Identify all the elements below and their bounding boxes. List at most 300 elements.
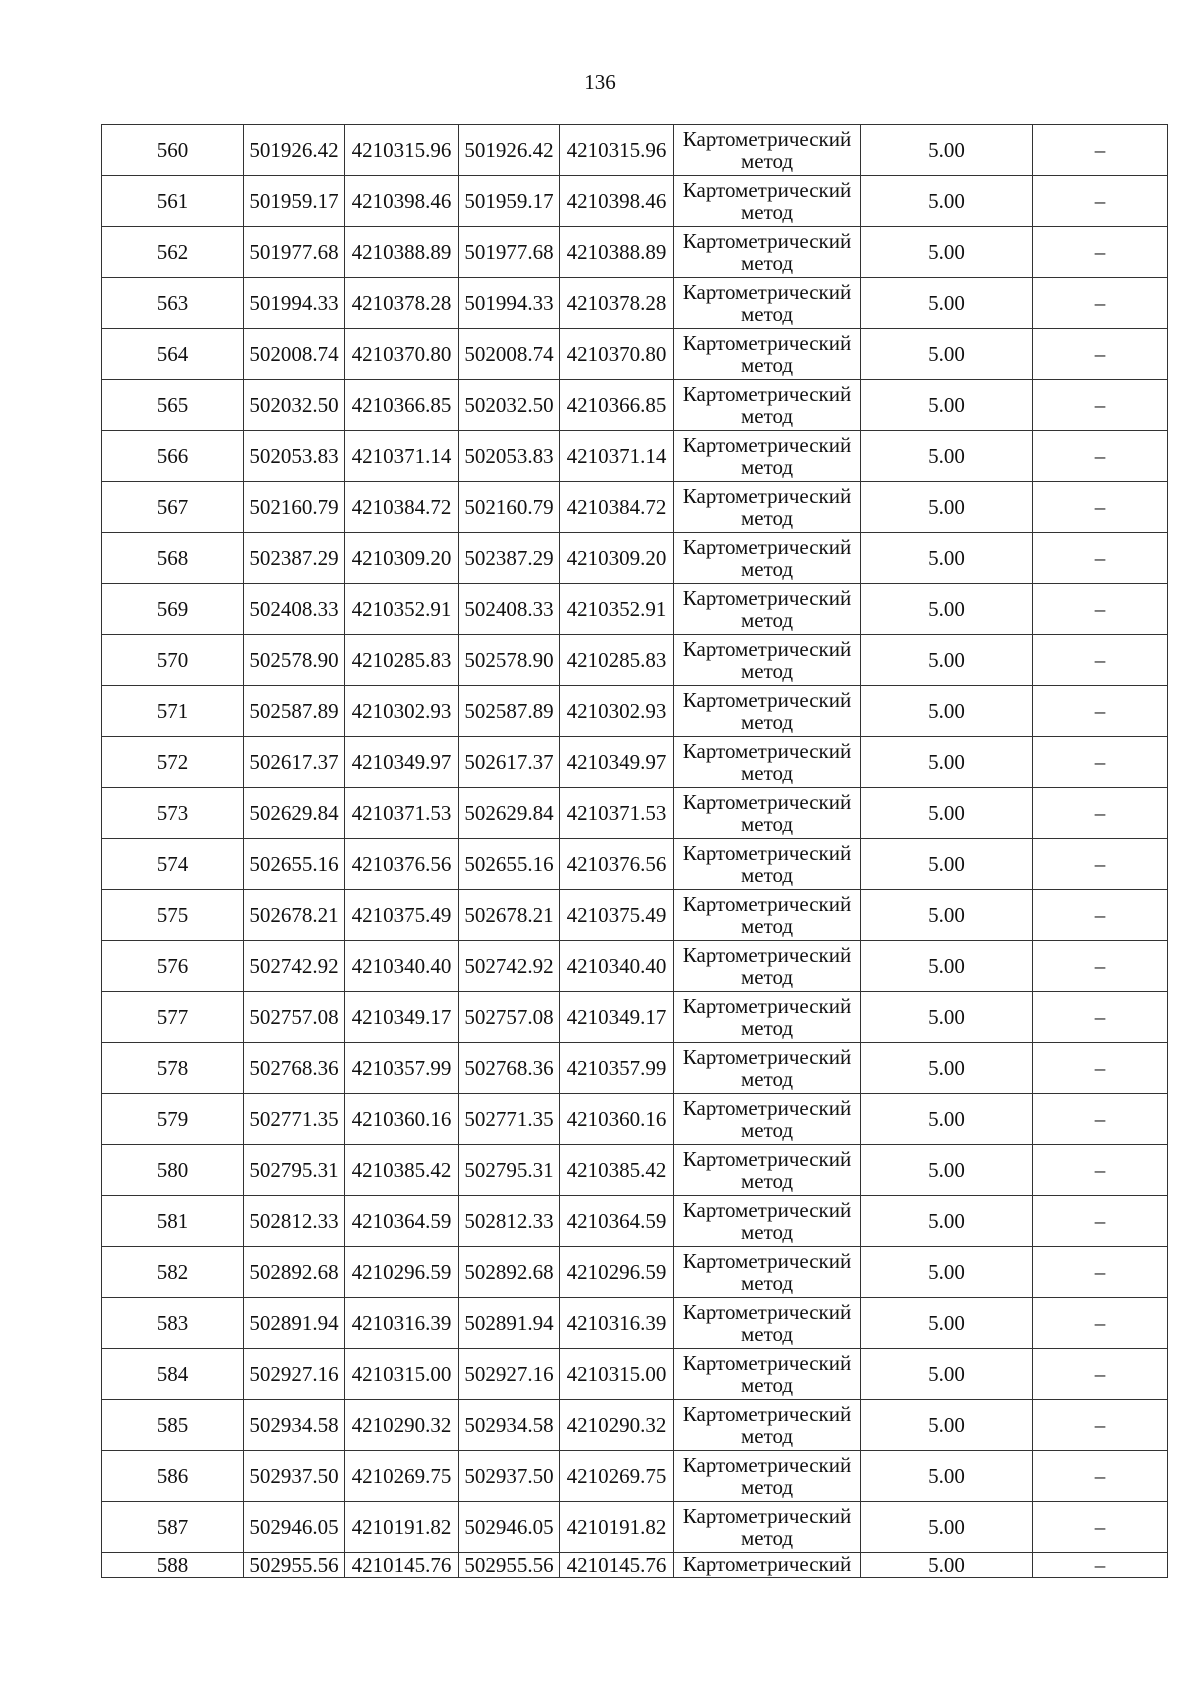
point-number-cell: 564	[102, 329, 244, 380]
method-cell	[674, 380, 861, 431]
y-coordinate-cell: 4210302.93	[345, 686, 459, 737]
table-row	[102, 1247, 1168, 1298]
table-row	[102, 584, 1168, 635]
accuracy-cell: 5.00	[861, 788, 1033, 839]
accuracy-cell: 5.00	[861, 125, 1033, 176]
x-coordinate-cell: 502617.37	[244, 737, 345, 788]
note-cell: –	[1033, 788, 1168, 839]
x-coordinate-cell: 502927.16	[244, 1349, 345, 1400]
method-line-2: метод	[740, 200, 794, 224]
x-coordinate-cell: 502053.83	[244, 431, 345, 482]
table-row	[102, 992, 1168, 1043]
x-coordinate-cell: 502387.29	[244, 533, 345, 584]
y-coordinate-cell: 4210378.28	[345, 278, 459, 329]
table-row	[102, 380, 1168, 431]
method-line-2: метод	[740, 455, 794, 479]
accuracy-cell: 5.00	[861, 533, 1033, 584]
x-coordinate-repeat-cell: 502008.74	[459, 329, 560, 380]
method-line-2: метод	[740, 506, 794, 530]
x-coordinate-repeat-cell: 501959.17	[459, 176, 560, 227]
accuracy-cell: 5.00	[861, 1247, 1033, 1298]
method-line-1: Картометрический	[682, 790, 852, 814]
x-coordinate-repeat-cell: 502678.21	[459, 890, 560, 941]
x-coordinate-repeat-cell: 502891.94	[459, 1298, 560, 1349]
note-cell: –	[1033, 125, 1168, 176]
point-number-cell: 582	[102, 1247, 244, 1298]
table-row	[102, 1145, 1168, 1196]
y-coordinate-cell: 4210316.39	[345, 1298, 459, 1349]
method-line-1: Картометрический	[682, 586, 852, 610]
x-coordinate-cell: 502937.50	[244, 1451, 345, 1502]
point-number-cell: 569	[102, 584, 244, 635]
y-coordinate-cell: 4210352.91	[345, 584, 459, 635]
accuracy-cell: 5.00	[861, 1298, 1033, 1349]
method-cell	[674, 1451, 861, 1502]
x-coordinate-cell: 502742.92	[244, 941, 345, 992]
table-row	[102, 635, 1168, 686]
x-coordinate-repeat-cell: 502795.31	[459, 1145, 560, 1196]
method-cell	[674, 1553, 861, 1578]
method-line-2: метод	[740, 1016, 794, 1040]
note-cell: –	[1033, 1298, 1168, 1349]
y-coordinate-cell: 4210290.32	[345, 1400, 459, 1451]
note-cell: –	[1033, 1043, 1168, 1094]
x-coordinate-repeat-cell: 502892.68	[459, 1247, 560, 1298]
table-row	[102, 890, 1168, 941]
note-cell: –	[1033, 941, 1168, 992]
note-cell: –	[1033, 1196, 1168, 1247]
x-coordinate-cell: 502946.05	[244, 1502, 345, 1553]
x-coordinate-cell: 502891.94	[244, 1298, 345, 1349]
accuracy-cell: 5.00	[861, 1553, 1033, 1578]
point-number-cell: 567	[102, 482, 244, 533]
method-cell	[674, 125, 861, 176]
method-line-1: Картометрический	[682, 1552, 852, 1576]
method-line-1: Картометрический	[682, 1198, 852, 1222]
accuracy-cell: 5.00	[861, 635, 1033, 686]
x-coordinate-repeat-cell: 502757.08	[459, 992, 560, 1043]
table-body	[102, 125, 1168, 1578]
x-coordinate-repeat-cell: 502032.50	[459, 380, 560, 431]
accuracy-cell: 5.00	[861, 278, 1033, 329]
method-line-2: метод	[740, 557, 794, 581]
y-coordinate-repeat-cell: 4210191.82	[560, 1502, 674, 1553]
table-row	[102, 533, 1168, 584]
method-line-1: Картометрический	[682, 1453, 852, 1477]
method-line-2: метод	[740, 812, 794, 836]
accuracy-cell: 5.00	[861, 176, 1033, 227]
note-cell: –	[1033, 1145, 1168, 1196]
table-row	[102, 1400, 1168, 1451]
method-line-2: метод	[740, 302, 794, 326]
point-number-cell: 572	[102, 737, 244, 788]
y-coordinate-repeat-cell: 4210388.89	[560, 227, 674, 278]
x-coordinate-repeat-cell: 502160.79	[459, 482, 560, 533]
point-number-cell: 575	[102, 890, 244, 941]
point-number-cell: 585	[102, 1400, 244, 1451]
point-number-cell: 588	[102, 1553, 244, 1578]
note-cell: –	[1033, 431, 1168, 482]
method-line-1: Картометрический	[682, 280, 852, 304]
note-cell: –	[1033, 533, 1168, 584]
note-cell: –	[1033, 482, 1168, 533]
x-coordinate-cell: 502955.56	[244, 1553, 345, 1578]
x-coordinate-repeat-cell: 502408.33	[459, 584, 560, 635]
y-coordinate-cell: 4210285.83	[345, 635, 459, 686]
x-coordinate-repeat-cell: 502578.90	[459, 635, 560, 686]
x-coordinate-repeat-cell: 502655.16	[459, 839, 560, 890]
accuracy-cell: 5.00	[861, 1502, 1033, 1553]
method-line-1: Картометрический	[682, 994, 852, 1018]
method-line-1: Картометрический	[682, 1249, 852, 1273]
y-coordinate-repeat-cell: 4210285.83	[560, 635, 674, 686]
table-row	[102, 686, 1168, 737]
note-cell: –	[1033, 227, 1168, 278]
y-coordinate-cell: 4210375.49	[345, 890, 459, 941]
method-cell	[674, 1298, 861, 1349]
x-coordinate-repeat-cell: 502587.89	[459, 686, 560, 737]
method-line-1: Картометрический	[682, 637, 852, 661]
table-row	[102, 1196, 1168, 1247]
x-coordinate-cell: 502757.08	[244, 992, 345, 1043]
y-coordinate-repeat-cell: 4210349.97	[560, 737, 674, 788]
x-coordinate-cell: 501926.42	[244, 125, 345, 176]
method-cell	[674, 635, 861, 686]
table-row	[102, 176, 1168, 227]
y-coordinate-cell: 4210309.20	[345, 533, 459, 584]
accuracy-cell: 5.00	[861, 941, 1033, 992]
note-cell: –	[1033, 584, 1168, 635]
method-cell	[674, 227, 861, 278]
note-cell: –	[1033, 1094, 1168, 1145]
note-cell: –	[1033, 1451, 1168, 1502]
y-coordinate-cell: 4210191.82	[345, 1502, 459, 1553]
x-coordinate-repeat-cell: 501994.33	[459, 278, 560, 329]
accuracy-cell: 5.00	[861, 1400, 1033, 1451]
method-line-2: метод	[740, 1169, 794, 1193]
y-coordinate-cell: 4210385.42	[345, 1145, 459, 1196]
method-cell	[674, 533, 861, 584]
table-row	[102, 1553, 1168, 1578]
x-coordinate-repeat-cell: 502387.29	[459, 533, 560, 584]
note-cell: –	[1033, 176, 1168, 227]
y-coordinate-cell: 4210360.16	[345, 1094, 459, 1145]
method-line-2: метод	[740, 1373, 794, 1397]
x-coordinate-cell: 502771.35	[244, 1094, 345, 1145]
method-line-1: Картометрический	[682, 688, 852, 712]
x-coordinate-repeat-cell: 501977.68	[459, 227, 560, 278]
table-row	[102, 482, 1168, 533]
y-coordinate-cell: 4210145.76	[345, 1553, 459, 1578]
method-line-2: метод	[740, 149, 794, 173]
note-cell: –	[1033, 1553, 1168, 1578]
table-row	[102, 839, 1168, 890]
y-coordinate-cell: 4210366.85	[345, 380, 459, 431]
method-cell	[674, 1400, 861, 1451]
y-coordinate-cell: 4210349.97	[345, 737, 459, 788]
method-line-1: Картометрический	[682, 739, 852, 763]
method-line-1: Картометрический	[682, 1402, 852, 1426]
method-line-2: метод	[740, 1271, 794, 1295]
method-cell	[674, 1145, 861, 1196]
method-line-2: метод	[740, 914, 794, 938]
x-coordinate-cell: 501959.17	[244, 176, 345, 227]
x-coordinate-repeat-cell: 502946.05	[459, 1502, 560, 1553]
accuracy-cell: 5.00	[861, 1145, 1033, 1196]
method-cell	[674, 1502, 861, 1553]
table-row	[102, 1043, 1168, 1094]
y-coordinate-repeat-cell: 4210145.76	[560, 1553, 674, 1578]
x-coordinate-repeat-cell: 501926.42	[459, 125, 560, 176]
y-coordinate-repeat-cell: 4210269.75	[560, 1451, 674, 1502]
method-line-1: Картометрический	[682, 892, 852, 916]
x-coordinate-cell: 501994.33	[244, 278, 345, 329]
point-number-cell: 574	[102, 839, 244, 890]
note-cell: –	[1033, 1400, 1168, 1451]
y-coordinate-repeat-cell: 4210316.39	[560, 1298, 674, 1349]
accuracy-cell: 5.00	[861, 839, 1033, 890]
point-number-cell: 568	[102, 533, 244, 584]
method-line-1: Картометрический	[682, 229, 852, 253]
x-coordinate-cell: 502892.68	[244, 1247, 345, 1298]
method-line-2: метод	[740, 965, 794, 989]
y-coordinate-cell: 4210296.59	[345, 1247, 459, 1298]
method-line-1: Картометрический	[682, 1096, 852, 1120]
note-cell: –	[1033, 380, 1168, 431]
table-row	[102, 1349, 1168, 1400]
point-number-cell: 586	[102, 1451, 244, 1502]
y-coordinate-repeat-cell: 4210384.72	[560, 482, 674, 533]
note-cell: –	[1033, 839, 1168, 890]
note-cell: –	[1033, 890, 1168, 941]
y-coordinate-repeat-cell: 4210378.28	[560, 278, 674, 329]
x-coordinate-cell: 502678.21	[244, 890, 345, 941]
accuracy-cell: 5.00	[861, 992, 1033, 1043]
accuracy-cell: 5.00	[861, 380, 1033, 431]
y-coordinate-cell: 4210371.14	[345, 431, 459, 482]
point-number-cell: 560	[102, 125, 244, 176]
method-line-1: Картометрический	[682, 484, 852, 508]
x-coordinate-cell: 502812.33	[244, 1196, 345, 1247]
method-line-2: метод	[740, 1424, 794, 1448]
note-cell: –	[1033, 1349, 1168, 1400]
note-cell: –	[1033, 635, 1168, 686]
point-number-cell: 573	[102, 788, 244, 839]
y-coordinate-repeat-cell: 4210315.96	[560, 125, 674, 176]
method-line-2: метод	[740, 1322, 794, 1346]
x-coordinate-repeat-cell: 502934.58	[459, 1400, 560, 1451]
method-line-2: метод	[740, 353, 794, 377]
point-number-cell: 583	[102, 1298, 244, 1349]
method-line-1: Картометрический	[682, 1351, 852, 1375]
x-coordinate-cell: 502032.50	[244, 380, 345, 431]
method-cell	[674, 431, 861, 482]
x-coordinate-cell: 502578.90	[244, 635, 345, 686]
table-row	[102, 125, 1168, 176]
method-line-1: Картометрический	[682, 841, 852, 865]
method-cell	[674, 1196, 861, 1247]
method-line-2: метод	[740, 1118, 794, 1142]
y-coordinate-repeat-cell: 4210296.59	[560, 1247, 674, 1298]
accuracy-cell: 5.00	[861, 686, 1033, 737]
y-coordinate-repeat-cell: 4210315.00	[560, 1349, 674, 1400]
table-row	[102, 329, 1168, 380]
x-coordinate-repeat-cell: 502053.83	[459, 431, 560, 482]
point-number-cell: 563	[102, 278, 244, 329]
method-line-1: Картометрический	[682, 178, 852, 202]
table-row	[102, 227, 1168, 278]
table-row	[102, 941, 1168, 992]
x-coordinate-cell: 501977.68	[244, 227, 345, 278]
y-coordinate-repeat-cell: 4210371.53	[560, 788, 674, 839]
method-line-1: Картометрический	[682, 1147, 852, 1171]
note-cell: –	[1033, 329, 1168, 380]
y-coordinate-repeat-cell: 4210370.80	[560, 329, 674, 380]
note-cell: –	[1033, 1247, 1168, 1298]
note-cell: –	[1033, 992, 1168, 1043]
y-coordinate-cell: 4210376.56	[345, 839, 459, 890]
point-number-cell: 581	[102, 1196, 244, 1247]
table-row	[102, 737, 1168, 788]
method-line-2: метод	[740, 1526, 794, 1550]
method-cell	[674, 329, 861, 380]
y-coordinate-repeat-cell: 4210302.93	[560, 686, 674, 737]
point-number-cell: 580	[102, 1145, 244, 1196]
y-coordinate-cell: 4210398.46	[345, 176, 459, 227]
x-coordinate-cell: 502655.16	[244, 839, 345, 890]
point-number-cell: 577	[102, 992, 244, 1043]
y-coordinate-repeat-cell: 4210360.16	[560, 1094, 674, 1145]
y-coordinate-repeat-cell: 4210357.99	[560, 1043, 674, 1094]
table-row	[102, 1451, 1168, 1502]
method-line-2: метод	[740, 251, 794, 275]
table-row	[102, 1502, 1168, 1553]
point-number-cell: 578	[102, 1043, 244, 1094]
y-coordinate-repeat-cell: 4210385.42	[560, 1145, 674, 1196]
table-row	[102, 431, 1168, 482]
y-coordinate-cell: 4210388.89	[345, 227, 459, 278]
method-line-1: Картометрический	[682, 382, 852, 406]
note-cell: –	[1033, 278, 1168, 329]
y-coordinate-repeat-cell: 4210309.20	[560, 533, 674, 584]
accuracy-cell: 5.00	[861, 482, 1033, 533]
method-cell	[674, 890, 861, 941]
y-coordinate-cell: 4210371.53	[345, 788, 459, 839]
x-coordinate-repeat-cell: 502812.33	[459, 1196, 560, 1247]
x-coordinate-cell: 502408.33	[244, 584, 345, 635]
method-line-1: Картометрический	[682, 943, 852, 967]
table-row	[102, 1094, 1168, 1145]
y-coordinate-repeat-cell: 4210290.32	[560, 1400, 674, 1451]
method-cell	[674, 686, 861, 737]
method-line-1: Картометрический	[682, 1504, 852, 1528]
y-coordinate-repeat-cell: 4210352.91	[560, 584, 674, 635]
table-row	[102, 1298, 1168, 1349]
point-number-cell: 565	[102, 380, 244, 431]
accuracy-cell: 5.00	[861, 584, 1033, 635]
method-cell	[674, 737, 861, 788]
method-line-1: Картометрический	[682, 433, 852, 457]
accuracy-cell: 5.00	[861, 1451, 1033, 1502]
point-number-cell: 579	[102, 1094, 244, 1145]
method-line-2: метод	[740, 1475, 794, 1499]
y-coordinate-repeat-cell: 4210349.17	[560, 992, 674, 1043]
method-line-2: метод	[740, 1067, 794, 1091]
method-cell	[674, 941, 861, 992]
point-number-cell: 576	[102, 941, 244, 992]
y-coordinate-cell: 4210370.80	[345, 329, 459, 380]
method-cell	[674, 1247, 861, 1298]
table-row	[102, 278, 1168, 329]
x-coordinate-cell: 502795.31	[244, 1145, 345, 1196]
page-number: 136	[584, 70, 616, 94]
method-cell	[674, 788, 861, 839]
x-coordinate-cell: 502008.74	[244, 329, 345, 380]
accuracy-cell: 5.00	[861, 1196, 1033, 1247]
x-coordinate-repeat-cell: 502742.92	[459, 941, 560, 992]
method-cell	[674, 176, 861, 227]
point-number-cell: 562	[102, 227, 244, 278]
method-line-1: Картометрический	[682, 1045, 852, 1069]
point-number-cell: 570	[102, 635, 244, 686]
method-cell	[674, 482, 861, 533]
point-number-cell: 566	[102, 431, 244, 482]
method-line-2: метод	[740, 761, 794, 785]
method-cell	[674, 1094, 861, 1145]
x-coordinate-repeat-cell: 502927.16	[459, 1349, 560, 1400]
y-coordinate-cell: 4210384.72	[345, 482, 459, 533]
x-coordinate-cell: 502160.79	[244, 482, 345, 533]
y-coordinate-cell: 4210349.17	[345, 992, 459, 1043]
y-coordinate-cell: 4210364.59	[345, 1196, 459, 1247]
method-line-1: Картометрический	[682, 535, 852, 559]
y-coordinate-repeat-cell: 4210340.40	[560, 941, 674, 992]
x-coordinate-cell: 502587.89	[244, 686, 345, 737]
accuracy-cell: 5.00	[861, 227, 1033, 278]
point-number-cell: 584	[102, 1349, 244, 1400]
accuracy-cell: 5.00	[861, 890, 1033, 941]
note-cell: –	[1033, 1502, 1168, 1553]
y-coordinate-repeat-cell: 4210366.85	[560, 380, 674, 431]
y-coordinate-cell: 4210315.00	[345, 1349, 459, 1400]
method-line-2: метод	[740, 710, 794, 734]
method-line-2: метод	[740, 1220, 794, 1244]
coordinates-table	[101, 124, 1168, 1578]
accuracy-cell: 5.00	[861, 1349, 1033, 1400]
y-coordinate-repeat-cell: 4210376.56	[560, 839, 674, 890]
point-number-cell: 587	[102, 1502, 244, 1553]
method-line-1: Картометрический	[682, 127, 852, 151]
method-cell	[674, 1043, 861, 1094]
accuracy-cell: 5.00	[861, 329, 1033, 380]
method-cell	[674, 839, 861, 890]
accuracy-cell: 5.00	[861, 737, 1033, 788]
x-coordinate-cell: 502934.58	[244, 1400, 345, 1451]
method-cell	[674, 992, 861, 1043]
accuracy-cell: 5.00	[861, 1094, 1033, 1145]
x-coordinate-repeat-cell: 502937.50	[459, 1451, 560, 1502]
method-line-1: Картометрический	[682, 1300, 852, 1324]
x-coordinate-repeat-cell: 502771.35	[459, 1094, 560, 1145]
y-coordinate-cell: 4210269.75	[345, 1451, 459, 1502]
table-row	[102, 788, 1168, 839]
x-coordinate-repeat-cell: 502955.56	[459, 1553, 560, 1578]
y-coordinate-repeat-cell: 4210398.46	[560, 176, 674, 227]
x-coordinate-repeat-cell: 502768.36	[459, 1043, 560, 1094]
y-coordinate-repeat-cell: 4210371.14	[560, 431, 674, 482]
y-coordinate-cell: 4210357.99	[345, 1043, 459, 1094]
note-cell: –	[1033, 686, 1168, 737]
